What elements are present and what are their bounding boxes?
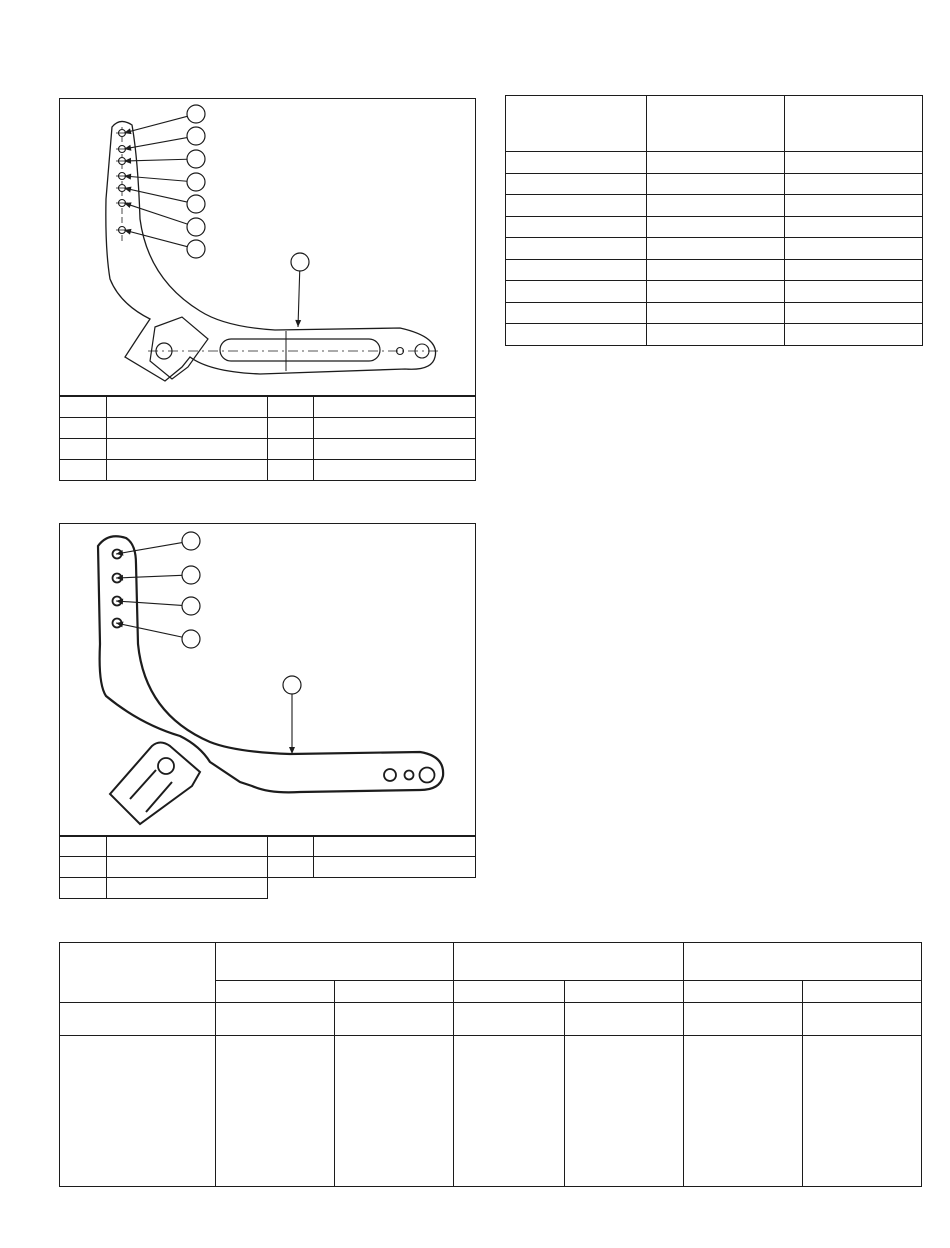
figure-top-frame: [59, 98, 476, 396]
spec-cell: [647, 173, 785, 195]
data-sub-header: [216, 981, 335, 1003]
callout-leader: [116, 601, 182, 605]
spec-cell: [785, 259, 923, 281]
spec-cell: [647, 238, 785, 260]
spec-cell: [785, 195, 923, 217]
data-cell: [335, 1003, 454, 1036]
callout-bubble: [182, 532, 200, 550]
callout-bubble: [182, 566, 200, 584]
callout-bubble: [187, 127, 205, 145]
data-cell: [335, 1036, 454, 1187]
legend-value-cell: [314, 418, 476, 439]
legend-value-cell: [106, 418, 268, 439]
spec-cell: [785, 238, 923, 260]
spec-cell: [647, 152, 785, 174]
spec-cell: [647, 324, 785, 346]
legend-value-cell: [106, 460, 268, 481]
legend-value-cell: [314, 397, 476, 418]
data-header-corner: [60, 943, 216, 1003]
spec-cell: [785, 173, 923, 195]
data-cell: [216, 1003, 335, 1036]
data-cell: [454, 1003, 565, 1036]
legend-value-cell: [314, 836, 476, 857]
spec-cell: [506, 324, 647, 346]
data-cell: [454, 1036, 565, 1187]
data-cell: [684, 1003, 803, 1036]
legend-key-cell: [60, 439, 107, 460]
legend-value-cell: [106, 878, 268, 899]
spec-cell: [506, 259, 647, 281]
figure-bottom-legend: [59, 835, 476, 899]
spec-header-cell: [506, 96, 647, 152]
spec-cell: [785, 324, 923, 346]
spec-cell: [785, 152, 923, 174]
spec-cell: [506, 195, 647, 217]
legend-value-cell: [314, 439, 476, 460]
data-sub-header: [565, 981, 684, 1003]
data-cell: [565, 1036, 684, 1187]
data-sub-header: [684, 981, 803, 1003]
data-cell: [60, 1003, 216, 1036]
spec-cell: [506, 152, 647, 174]
legend-value-cell: [314, 460, 476, 481]
callout-arrowhead: [289, 747, 295, 754]
callout-bubble: [187, 105, 205, 123]
spec-cell: [785, 281, 923, 303]
callout-leader: [124, 188, 187, 202]
legend-key-cell: [60, 857, 107, 878]
data-sub-header: [803, 981, 922, 1003]
callout-bubble: [182, 597, 200, 615]
data-cell: [803, 1003, 922, 1036]
data-cell: [216, 1036, 335, 1187]
spec-cell: [647, 302, 785, 324]
legend-value-cell: [106, 836, 268, 857]
callout-leader: [124, 159, 187, 161]
callout-leader: [298, 271, 300, 327]
callout-leader: [124, 138, 187, 149]
legend-value-cell: [314, 857, 476, 878]
data-cell: [60, 1036, 216, 1187]
spec-cell: [506, 216, 647, 238]
data-group-header: [454, 943, 684, 981]
callout-bubble: [283, 676, 301, 694]
callout-bubble: [187, 240, 205, 258]
spec-cell: [785, 216, 923, 238]
spec-cell: [647, 216, 785, 238]
callout-bubble: [182, 630, 200, 648]
figure-bottom-frame: [59, 523, 476, 837]
callout-bubble: [291, 253, 309, 271]
spec-header-cell: [785, 96, 923, 152]
legend-key-cell: [60, 418, 107, 439]
callout-arrowhead: [295, 320, 301, 327]
legend-key-cell: [60, 460, 107, 481]
spec-cell: [506, 281, 647, 303]
figure-top-legend: [59, 396, 476, 481]
data-cell: [684, 1036, 803, 1187]
data-group-header: [684, 943, 922, 981]
legend-key-cell: [268, 857, 314, 878]
legend-value-cell: [106, 439, 268, 460]
callout-bubble: [187, 150, 205, 168]
data-group-header: [216, 943, 454, 981]
legend-key-cell: [268, 418, 314, 439]
callout-layer-bottom: [60, 524, 475, 836]
spec-cell: [506, 238, 647, 260]
data-cell: [803, 1036, 922, 1187]
callout-layer-top: [60, 99, 475, 395]
legend-key-cell: [268, 439, 314, 460]
callout-leader: [116, 575, 182, 578]
callout-leader: [116, 623, 182, 637]
legend-key-cell: [60, 878, 107, 899]
spec-cell: [647, 195, 785, 217]
callout-bubble: [187, 218, 205, 236]
specification-table: [505, 95, 923, 346]
spec-cell: [506, 173, 647, 195]
callout-bubble: [187, 195, 205, 213]
legend-key-cell: [268, 836, 314, 857]
legend-key-cell: [60, 397, 107, 418]
callout-leader: [124, 116, 187, 133]
spec-cell: [647, 259, 785, 281]
spec-cell: [647, 281, 785, 303]
data-table: [59, 942, 922, 1187]
legend-key-cell: [268, 397, 314, 418]
data-sub-header: [335, 981, 454, 1003]
legend-value-cell: [106, 857, 268, 878]
data-cell: [565, 1003, 684, 1036]
callout-leader: [116, 543, 182, 554]
legend-value-cell: [106, 397, 268, 418]
callout-leader: [124, 176, 187, 181]
data-sub-header: [454, 981, 565, 1003]
callout-bubble: [187, 173, 205, 191]
callout-leader: [124, 203, 187, 224]
callout-leader: [124, 230, 187, 247]
spec-header-cell: [647, 96, 785, 152]
legend-key-cell: [60, 836, 107, 857]
legend-key-cell: [268, 460, 314, 481]
spec-cell: [506, 302, 647, 324]
spec-cell: [785, 302, 923, 324]
